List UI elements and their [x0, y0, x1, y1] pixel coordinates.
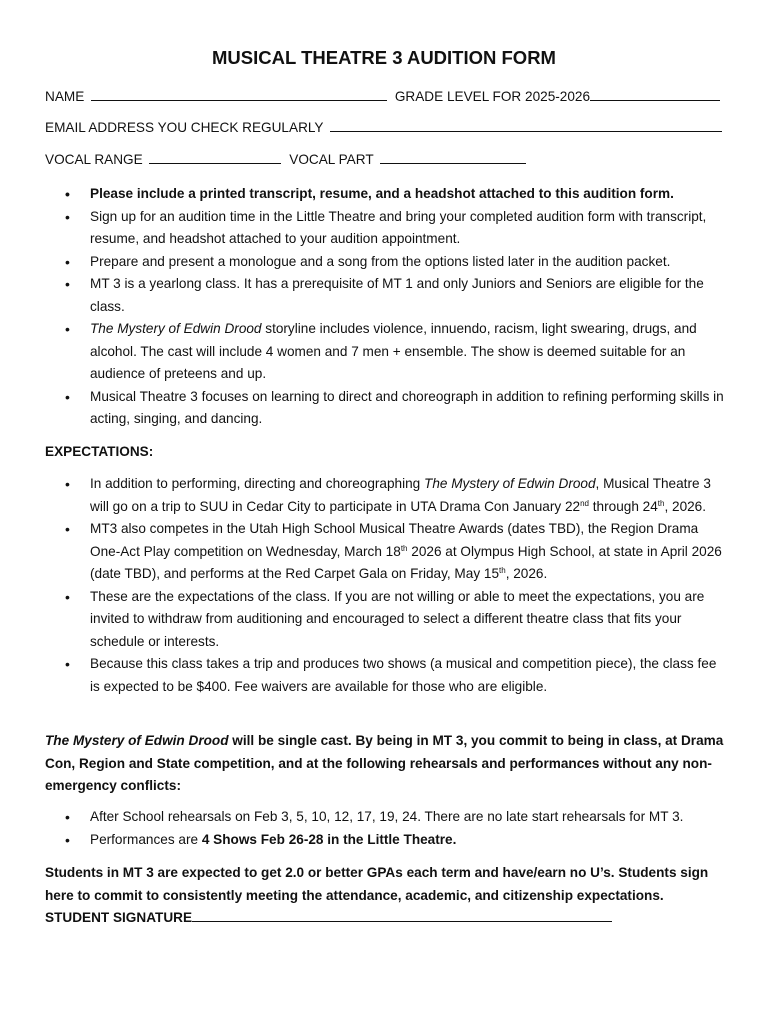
list-item-text: Performances are — [90, 831, 202, 847]
list-item: • Musical Theatre 3 focuses on learning to direct and choreograph in addition to refining performing skills in acting, singing, and dancing. — [45, 386, 725, 431]
list-item: • Sign up for an audition time in the Little Theatre and bring your completed audition form with transcript, resume, and headshot attached to your audition appointment. — [45, 206, 725, 251]
ordinal-suffix: th — [499, 566, 506, 575]
form-title: MUSICAL THEATRE 3 AUDITION FORM — [212, 47, 556, 68]
show-title: The Mystery of Edwin Drood — [45, 733, 229, 748]
list-item-text: , 2026. — [505, 566, 548, 581]
list-item: • Because this class takes a trip and produces two shows (a musical and competition piece), the class fee is expected to be $400. Fee waivers are available for those who are eligible. — [45, 653, 725, 698]
show-title: The Mystery of Edwin Drood — [424, 476, 596, 491]
vocal-part-blank[interactable] — [380, 149, 526, 164]
list-item — [45, 318, 725, 386]
vocal-range-label: VOCAL RANGE — [45, 152, 143, 167]
name-label: NAME — [45, 89, 85, 104]
list-item-text: In addition to performing, directing and choreographing — [90, 476, 425, 491]
list-item — [45, 518, 725, 586]
name-grade-row — [45, 86, 725, 109]
list-item-text: , 2026. — [664, 498, 707, 514]
info-bullet-list — [45, 183, 725, 431]
commitment-paragraph — [45, 730, 725, 798]
email-blank[interactable] — [330, 117, 722, 132]
list-item-text: through 24 — [589, 498, 658, 514]
vocal-range-blank[interactable] — [149, 149, 281, 164]
list-item-text: , Musical Theatre 3 will go on a trip to SUU in Cedar City to participate in UTA Drama Con January 22 — [90, 476, 711, 514]
list-item — [45, 829, 725, 852]
schedule-list — [45, 806, 725, 851]
ordinal-suffix: th — [657, 498, 665, 508]
list-item: • MT 3 is a yearlong class. It has a prerequisite of MT 1 and only Juniors and Seniors are eligible for the class. — [45, 273, 725, 318]
email-row — [45, 117, 725, 140]
name-blank[interactable] — [91, 86, 387, 101]
signature-text: Students in MT 3 are expected to get 2.0 or better GPAs each term and have/earn no U’s. Students sign here to commit to consistently meeting the attendance, academic, and citizenship expectations. STUDENT SIGNATURE — [45, 865, 709, 925]
commitment-text: will be single cast. By being in MT 3, you commit to being in class, at Drama Con, Region and State competition, and at the following rehearsals and performances without any non-emergency conflicts: — [45, 733, 724, 793]
signature-blank[interactable] — [192, 907, 612, 922]
grade-level-blank[interactable] — [590, 86, 720, 101]
list-item-text: MT3 also competes in the Utah High School Musical Theatre Awards (dates TBD), the Region Drama One-Act Play competition on Wednesday, March 18 — [90, 521, 699, 559]
list-item: • Prepare and present a monologue and a song from the options listed later in the audition packet. — [45, 251, 725, 274]
signature-paragraph — [45, 862, 725, 930]
list-item — [45, 473, 725, 518]
list-item: • Please include a printed transcript, resume, and a headshot attached to this audition form. — [45, 183, 725, 206]
expectations-list — [45, 473, 725, 698]
show-title: The Mystery of Edwin Drood — [90, 321, 262, 336]
email-label: EMAIL ADDRESS YOU CHECK REGULARLY — [45, 120, 324, 135]
ordinal-suffix: th — [400, 543, 408, 553]
list-item-text: storyline includes violence, innuendo, racism, light swearing, drugs, and alcohol. The cast will include 4 women and 7 men + ensemble. The show is deemed suitable for an audience of preteens and up. — [90, 321, 697, 381]
vocal-row — [45, 149, 725, 172]
performance-dates: 4 Shows Feb 26-28 in the Little Theatre. — [201, 831, 457, 847]
grade-level-label: GRADE LEVEL FOR 2025-2026 — [394, 89, 591, 104]
list-item: • These are the expectations of the class. If you are not willing or able to meet the expectations, you are invited to withdraw from auditioning and encouraged to select a different theatre class that fits your schedule or interests. — [45, 586, 725, 654]
list-item: • After School rehearsals on Feb 3, 5, 10, 12, 17, 19, 24. There are no late start rehearsals for MT 3. — [45, 806, 725, 829]
expectations-heading: EXPECTATIONS: — [45, 444, 154, 459]
list-item-text: 2026 at Olympus High School, at state in April 2026 (date TBD), and performs at the Red Carpet Gala on Friday, May 15 — [90, 543, 722, 581]
ordinal-suffix: nd — [580, 498, 589, 508]
vocal-part-label: VOCAL PART — [289, 152, 374, 167]
